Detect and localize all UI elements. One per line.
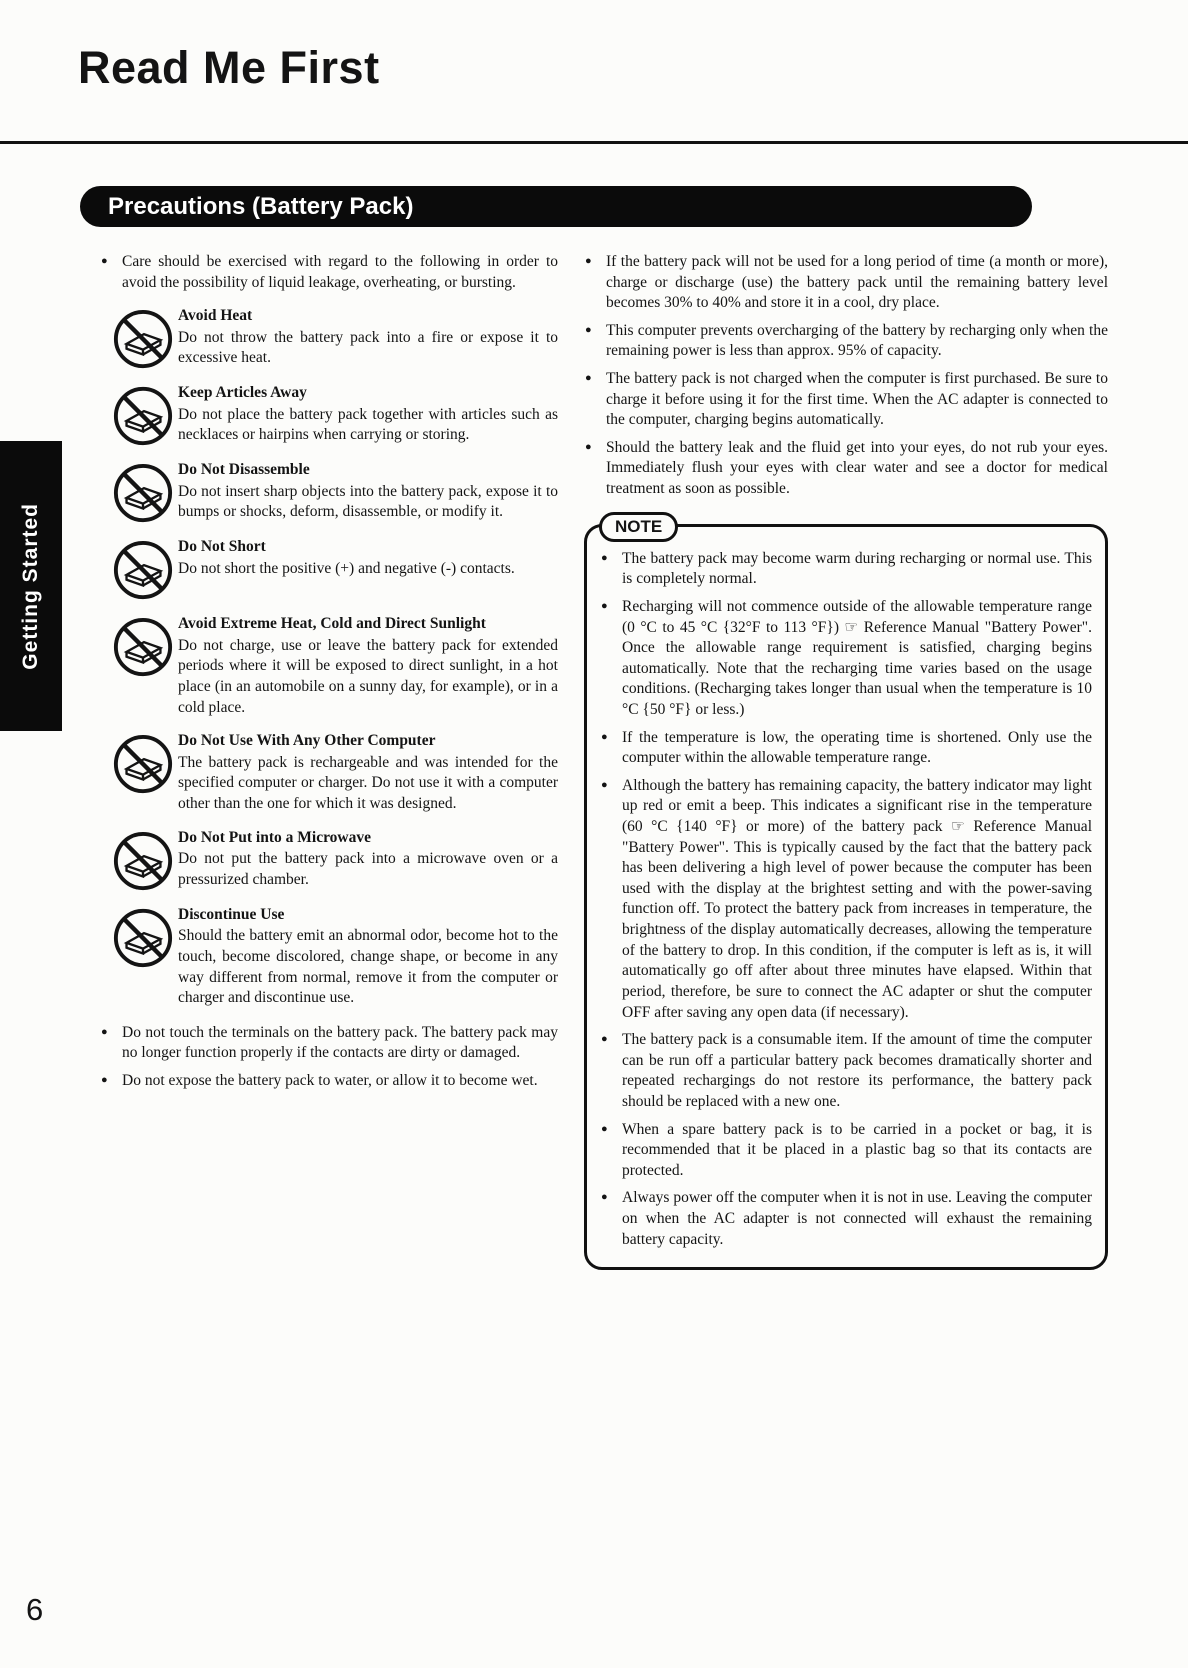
discontinue-use-icon xyxy=(100,905,178,1009)
content-columns xyxy=(100,252,1108,1270)
avoid-sunlight-icon xyxy=(100,614,178,718)
precaution-heading: Do Not Use With Any Other Computer xyxy=(178,732,436,750)
bullet-text: Do not touch the terminals on the battery pack. The battery pack may no longer function properly if the contacts are dirty or damaged. xyxy=(122,1023,558,1062)
bullet-paragraph xyxy=(584,438,1108,500)
note-item xyxy=(600,776,1092,1023)
note-text: The battery pack may become warm during recharging or normal use. This is completely normal. xyxy=(622,549,1092,588)
precaution-text: Do not place the battery pack together with articles such as necklaces or hairpins when carrying or storing. xyxy=(178,405,558,444)
bullet-paragraph xyxy=(584,321,1108,362)
precaution-text: Do not throw the battery pack into a fire or expose it to excessive heat. xyxy=(178,328,558,367)
right-column xyxy=(584,252,1108,1270)
precaution-text: Do not charge, use or leave the battery pack for extended periods where it will be exposed to direct sunlight, in a hot place (in an automobile on a sunny day, for example), or in a cold place. xyxy=(178,636,558,716)
precaution-text: Do not short the positive (+) and negative (-) contacts. xyxy=(178,559,515,577)
no-microwave-icon xyxy=(100,828,178,892)
bullet-text: Do not expose the battery pack to water, or allow it to become wet. xyxy=(122,1071,538,1089)
do-not-short-icon xyxy=(100,537,178,601)
precaution-body xyxy=(178,614,558,718)
precaution-body xyxy=(178,460,558,524)
precaution-item xyxy=(100,731,558,814)
note-item xyxy=(600,597,1092,721)
note-item xyxy=(600,1120,1092,1182)
precaution-heading: Avoid Extreme Heat, Cold and Direct Sunlight xyxy=(178,615,486,633)
precaution-heading: Do Not Put into a Microwave xyxy=(178,828,372,846)
left-tail-bullets xyxy=(100,1023,558,1092)
note-text: When a spare battery pack is to be carried in a pocket or bag, it is recommended that it be placed in a plastic bag so that its contacts are protected. xyxy=(622,1120,1092,1179)
bullet-text: If the battery pack will not be used for a long period of time (a month or more), charge or discharge (use) the battery pack until the remaining battery level becomes 30% to 40% and store it in a cool, dry place. xyxy=(606,253,1108,312)
precaution-item xyxy=(100,460,558,524)
page-title: Read Me First xyxy=(78,42,380,93)
note-text: If the temperature is low, the operating time is shortened. Only use the computer within the allowable temperature range. xyxy=(622,728,1092,767)
bullet-paragraph xyxy=(584,369,1108,431)
bullet-paragraph xyxy=(100,1071,558,1092)
precaution-item xyxy=(100,828,558,892)
keep-articles-away-icon xyxy=(100,383,178,447)
note-text: Although the battery has remaining capacity, the battery indicator may light up red or emit a beep. This indicates a significant rise in the temperature (60 °C {140 °F} or more) of the battery pack ☞ Reference Manual "Battery Power". This is typically caused by the fact that the battery pack has been delivering a high level of power because the computer has been used with the display at the brightest setting and with the power-saving function off. To protect the battery pack from increases in temperature, the brightness of the display automatically decreases, allowing the temperature of the battery to drop. In this condition, if the computer is left as is, it will automatically go off after about three minutes have elapsed. Within that period, therefore, be sure to connect the AC adapter or shut the computer OFF after saving any open data (if necessary). xyxy=(622,776,1092,1021)
precaution-heading: Keep Articles Away xyxy=(178,384,307,402)
precaution-heading: Avoid Heat xyxy=(178,307,253,325)
avoid-heat-icon xyxy=(100,306,178,370)
precaution-heading: Do Not Disassemble xyxy=(178,461,310,479)
precaution-text: The battery pack is rechargeable and was intended for the specified computer or charger. Do not use it with a computer other than the one for which it was designed. xyxy=(178,753,558,813)
precaution-body xyxy=(178,383,558,447)
precaution-body xyxy=(178,905,558,1009)
precaution-text: Do not put the battery pack into a microwave oven or a pressurized chamber. xyxy=(178,850,558,888)
title-divider xyxy=(0,141,1188,144)
bullet-text: This computer prevents overcharging of the battery by recharging only when the remaining power is less than approx. 95% of capacity. xyxy=(606,321,1108,360)
note-item xyxy=(600,1188,1092,1250)
precaution-body xyxy=(178,537,558,601)
note-item xyxy=(600,728,1092,769)
intro-paragraph xyxy=(100,252,558,293)
precaution-item xyxy=(100,306,558,370)
bullet-text: The battery pack is not charged when the computer is first purchased. Be sure to charge it before using it for the first time. When the AC adapter is connected to the computer, charging begins automatically. xyxy=(606,370,1108,429)
note-text: Recharging will not commence outside of the allowable temperature range (0 °C to 45 °C {32°F to 113 °F}) ☞ Reference Manual "Battery Power". Once the allowable range requirement is satisfied, charging begins automatically. Note that the recharging time varies based on the usage conditions. (Recharging takes longer than usual when the temperature is 10 °C {50 °F} or less.) xyxy=(622,597,1092,718)
precaution-body xyxy=(178,828,558,892)
precaution-body xyxy=(178,731,558,814)
precaution-text: Do not insert sharp objects into the battery pack, expose it to bumps or shocks, deform, disassemble, or modify it. xyxy=(178,482,558,521)
bullet-paragraph xyxy=(100,1023,558,1064)
note-box xyxy=(584,516,1108,1271)
precaution-heading: Discontinue Use xyxy=(178,905,285,923)
no-other-computer-icon xyxy=(100,731,178,814)
precaution-item xyxy=(100,383,558,447)
intro-text: Care should be exercised with regard to the following in order to avoid the possibility of liquid leakage, overheating, or bursting. xyxy=(122,253,558,291)
note-text: Always power off the computer when it is not in use. Leaving the computer on when the AC adapter is not connected will exhaust the remaining battery capacity. xyxy=(622,1189,1092,1248)
precaution-item xyxy=(100,614,558,718)
note-item xyxy=(600,1030,1092,1112)
note-text: The battery pack is a consumable item. If the amount of time the computer can be run off a particular battery pack becomes dramatically shorter and repeated rechargings do not restore its performance, the battery pack should be replaced with a new one. xyxy=(622,1031,1092,1110)
page-number: 6 xyxy=(26,1592,44,1627)
sidebar-tab-label: Getting Started xyxy=(19,502,42,670)
precaution-heading: Do Not Short xyxy=(178,538,266,556)
bullet-paragraph xyxy=(584,252,1108,314)
section-banner: Precautions (Battery Pack) xyxy=(80,186,1032,227)
note-item xyxy=(600,549,1092,590)
left-column xyxy=(100,252,558,1270)
precaution-item xyxy=(100,537,558,601)
bullet-text: Should the battery leak and the fluid get into your eyes, do not rub your eyes. Immediately flush your eyes with clear water and see a doctor for medical treatment as soon as possible. xyxy=(606,438,1108,498)
precaution-text: Should the battery emit an abnormal odor, become hot to the touch, become discolored, change shape, or become in any way different from normal, remove it from the computer or charger and discontinue use. xyxy=(178,927,558,1007)
precaution-item xyxy=(100,905,558,1009)
note-label: NOTE xyxy=(599,512,678,542)
precaution-body xyxy=(178,306,558,370)
sidebar-tab-getting-started xyxy=(0,441,62,731)
do-not-disassemble-icon xyxy=(100,460,178,524)
